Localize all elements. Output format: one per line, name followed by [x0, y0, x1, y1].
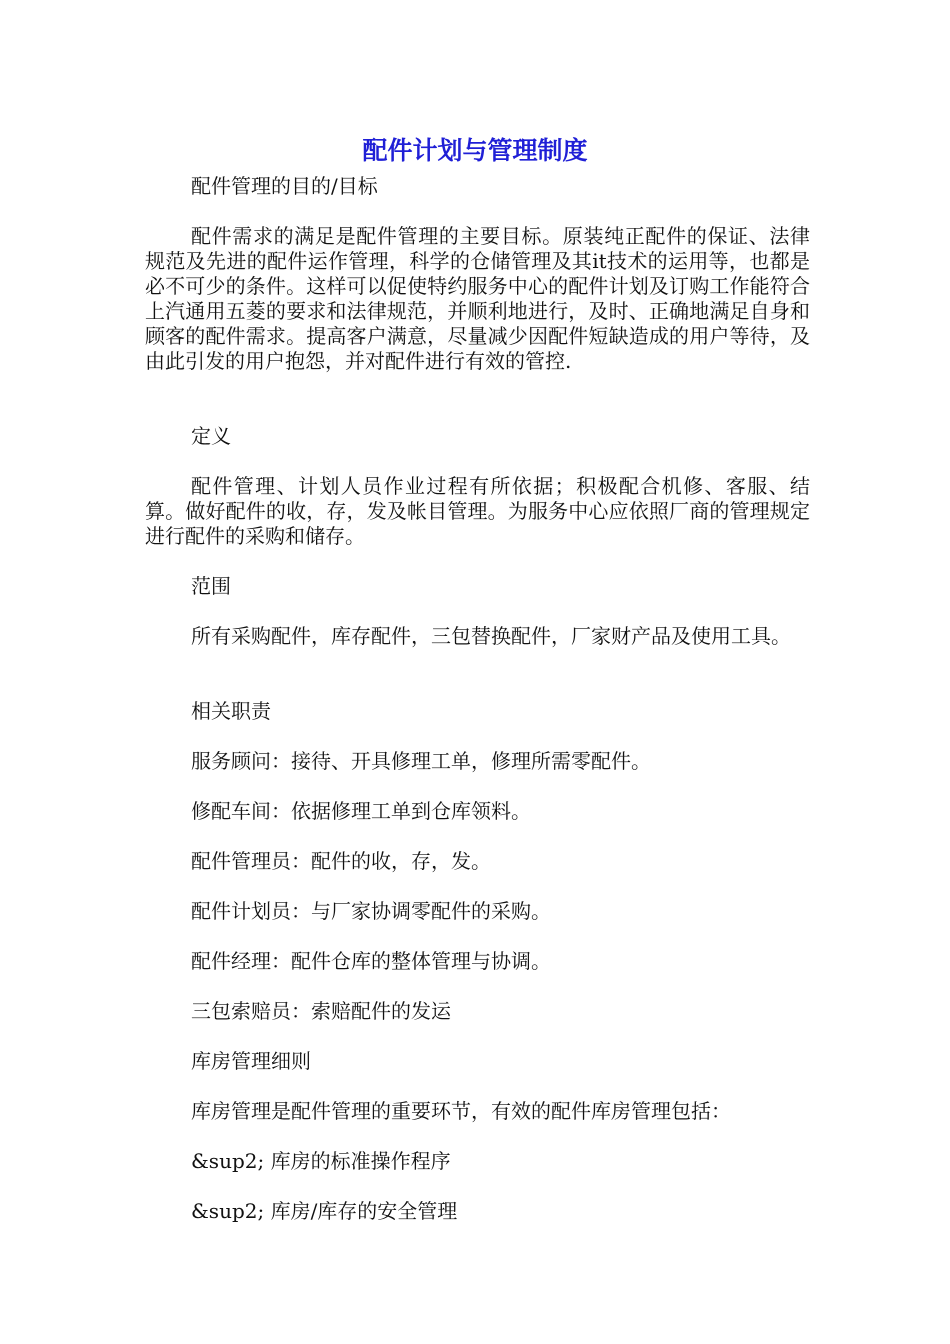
- paragraph-duty-service-advisor: 服务顾问：接待、开具修理工单，修理所需零配件。: [191, 749, 651, 773]
- paragraph-purpose-heading: 配件管理的目的/目标: [191, 174, 378, 198]
- paragraph-duty-warranty: 三包索赔员：索赔配件的发运: [191, 999, 451, 1023]
- paragraph-scope-heading: 范围: [191, 574, 231, 598]
- list-item-safety-management: &sup2; 库房/库存的安全管理: [191, 1199, 458, 1223]
- list-item-standard-procedure: &sup2; 库房的标准操作程序: [191, 1149, 451, 1173]
- paragraph-warehouse-heading: 库房管理细则: [191, 1049, 311, 1073]
- paragraph-scope-body: 所有采购配件，库存配件，三包替换配件，厂家财产品及使用工具。: [191, 624, 791, 648]
- paragraph-duty-parts-manager: 配件经理：配件仓库的整体管理与协调。: [191, 949, 551, 973]
- paragraph-definition-heading: 定义: [191, 424, 231, 448]
- paragraph-duties-heading: 相关职责: [191, 699, 271, 723]
- paragraph-warehouse-intro: 库房管理是配件管理的重要环节，有效的配件库房管理包括：: [191, 1099, 731, 1123]
- paragraph-purpose-body: 配件需求的满足是配件管理的主要目标。原装纯正配件的保证、法律规范及先进的配件运作管理，科学的仓储管理及其it技术的运用等，也都是必不可少的条件。这样可以促使特约服务中心的配件计划及订购工作能符合上汽通用五菱的要求和法律规范，并顺利地进行，及时、正确地满足自身和顾客的配件需求。提高客户满意，尽量减少因配件短缺造成的用户等待，及由此引发的用户抱怨，并对配件进行有效的管控.: [145, 224, 810, 373]
- paragraph-duty-parts-planner: 配件计划员：与厂家协调零配件的采购。: [191, 899, 551, 923]
- document-title: 配件计划与管理制度: [362, 136, 588, 165]
- paragraph-duty-workshop: 修配车间：依据修理工单到仓库领料。: [191, 799, 531, 823]
- paragraph-duty-parts-admin: 配件管理员：配件的收，存，发。: [191, 849, 491, 873]
- paragraph-definition-body: 配件管理、计划人员作业过程有所依据；积极配合机修、客服、结算。做好配件的收，存，发及帐目管理。为服务中心应依照厂商的管理规定进行配件的采购和储存。: [145, 474, 810, 548]
